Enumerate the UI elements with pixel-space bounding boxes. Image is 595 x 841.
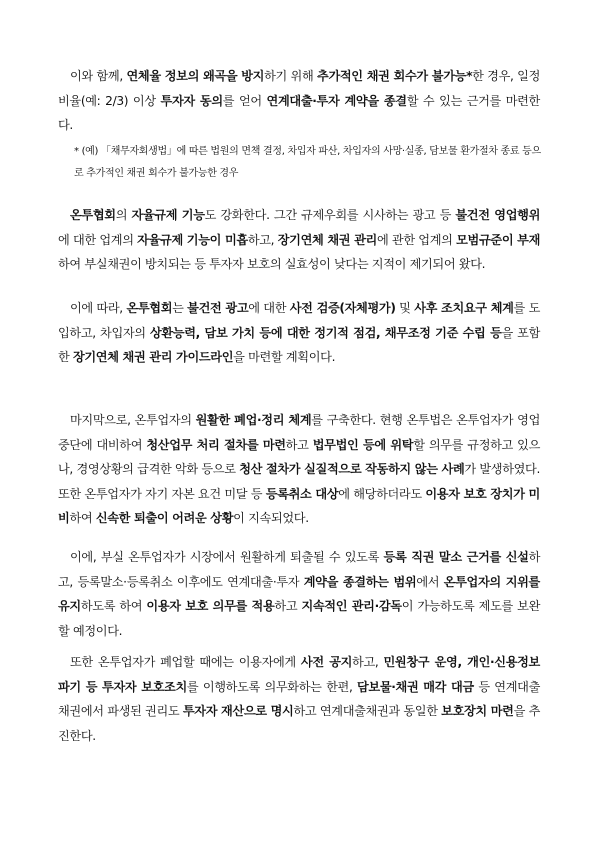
text-span: 이와 함께, [70,69,127,83]
text-span: 에 해당하더라도 [338,486,426,501]
bold-text: 자율규제 기능이 미흡 [137,232,248,247]
text-span: 를 얻어 [222,93,267,108]
bold-text: 사전 검증(자체평가) [289,301,396,315]
text-span: 에 관한 업계의 [376,232,457,247]
bold-text: 사전 공지 [300,655,353,669]
bold-text: 담보물·채권 매각 대금 [356,679,474,694]
text-span: 이 가능하도록 제도를 보완할 예정이다. [58,599,540,638]
text-span: 마지막으로, 온투업자의 [70,413,196,427]
bold-text: 연체율 정보의 왜곡을 방지 [126,69,265,83]
text-span: 도 강화한다. 그간 규제우회를 시사하는 광고 등 [204,208,456,222]
bold-text: 불건전 광고 [187,301,249,315]
text-span: 에서 [416,574,444,589]
text-span: 하고 [285,437,313,452]
bold-text: 사후 조치요구 체계 [414,301,514,315]
text-span: 하기 위해 [264,69,318,83]
bold-text: 투자자 재산으로 명시 [182,704,294,718]
text-span: 하고, [247,232,278,247]
text-span: 하고, 등록말소·등록취소 이후에도 연계대출·투자 [58,550,540,589]
text-span: 을 마련할 계획이다. [233,350,336,364]
bold-text: 이용자 보호 장치가 미비 [58,486,540,525]
text-span: 또한 온투업자가 폐업할 때에는 이용자에게 [70,655,301,669]
bold-text: 추가적인 채권 회수가 불가능* [317,69,473,83]
text-span: 가 발생하였다. 또한 온투업자가 자기 자본 요건 미달 등 [58,462,540,501]
bold-text: 신속한 퇴출이 어려운 상황 [95,511,234,525]
footnote: * (예) 「채무자회생법」에 따른 법원의 면책 결정, 차입자 파산, 차입자의 사망·실종, 담보물 환가절차 종료 등으로 추가적인 채권 회수가 불가능한 경우 [74,146,541,179]
text-span: 이 지속되었다. [233,511,309,525]
text-span: 를 이행하도록 의무화하는 한편, [186,679,357,694]
bold-text: 연계대출·투자 계약을 종결 [266,93,407,108]
bold-text: 청산 절차가 실질적으로 작동하지 않는 사례 [239,462,465,476]
bold-text: 불건전 영업행위 [455,208,540,222]
text-span: 한 경우, 일정 비율(예: 2/3) 이상 [58,69,540,108]
text-span: 의 [115,208,132,222]
bold-text: 등록취소 대상 [265,486,339,501]
text-span: 을 포함한 [58,325,540,364]
text-span: 하여 [69,511,96,525]
bold-text: 온투협회 [70,208,116,222]
text-span: 는 [172,301,188,315]
bold-text: 등록 직권 말소 근거를 신설 [383,550,529,564]
paragraph-registration-cancel [58,545,540,643]
paragraph-closure-system [58,408,540,531]
bold-text: 자율규제 기능 [131,208,205,222]
bold-text: 지속적인 관리·감독 [301,599,402,613]
bold-text: 장기연체 채권 관리 [277,232,377,247]
bold-text: 투자자 동의 [160,93,223,108]
text-span: 하고, [352,655,384,669]
bold-text: 온투업자의 지위를 유지 [58,574,540,613]
text-span: 하고 [274,599,302,613]
paragraph-investor-protection [58,650,540,748]
bold-text: 온투협회 [126,301,173,315]
bold-text: 모범규준이 부재 [456,232,540,247]
text-span: 할 수 있는 근거를 마련한다. [58,93,540,132]
text-span: 및 [395,301,415,315]
text-span: 하여 부실채권이 방치되는 등 투자자 보호의 실효성이 낮다는 지적이 제기되어 왔다. [58,257,486,271]
text-span: 를 도입하고, 차입자의 [58,301,540,340]
bold-text: 장기연체 채권 관리 가이드라인 [72,350,234,364]
text-span: 을 추진한다. [58,704,540,743]
bold-text: 청산업무 처리 절차를 마련 [146,437,286,452]
bold-text: 민원창구 운영, 개인·신용정보 파기 등 투자자 보호조치 [58,655,540,694]
text-span: 하도록 하여 [80,599,147,613]
text-span: 이에, 부실 온투업자가 시장에서 원활하게 퇴출될 수 있도록 [70,550,384,564]
text-span: 하고 연계대출채권과 동일한 [293,704,442,718]
bold-text: 보호장치 마련 [441,704,514,718]
paragraph-delinquency-distortion [58,64,540,138]
bold-text: 법무법인 등에 위탁 [312,437,414,452]
paragraph-self-regulation [58,203,540,277]
paragraph-guidelines [58,296,540,370]
text-span: 에 대한 [248,301,290,315]
text-span: 이에 따라, [70,301,127,315]
bold-text: 이용자 보호 의무를 적용 [146,599,275,613]
text-span: 등 연계대출채권에서 파생된 권리도 [58,679,540,718]
bold-text: 계약을 종결하는 범위 [303,574,417,589]
bold-text: 원활한 폐업·정리 체계 [195,413,312,427]
text-span: 할 의무를 규정하고 있으나, 경영상황의 급격한 악화 등으로 [58,437,541,476]
text-span: 를 구축한다. 현행 온투법은 온투업자가 영업중단에 대비하여 [58,413,540,452]
text-span: 에 대한 업계의 [58,232,138,247]
bold-text: 상환능력, 담보 가치 등에 대한 정기적 점검, 채무조정 기준 수립 등 [149,325,502,340]
